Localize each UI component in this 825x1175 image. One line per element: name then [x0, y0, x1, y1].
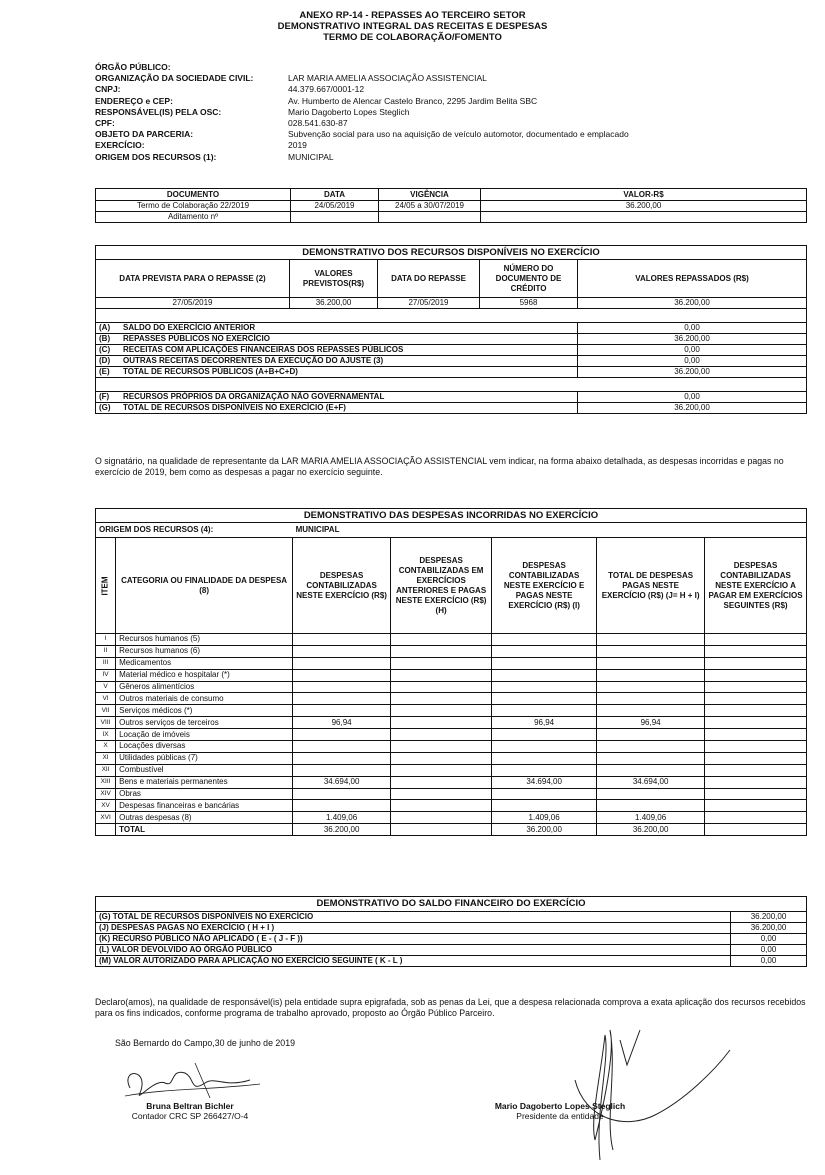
table-row: [96, 634, 807, 646]
saldo-value: 36.200,00: [731, 912, 807, 923]
despesas-header: TOTAL DE DESPESAS PAGAS NESTE EXERCÍCIO (R$) (J= H + I): [597, 538, 705, 634]
despesas-header: DESPESAS CONTABILIZADAS EM EXERCÍCIOS ANTERIORES E PAGAS NESTE EXERCÍCIO (R$) (H): [391, 538, 492, 634]
col-data: DATA: [291, 189, 379, 201]
item-cell: X: [96, 741, 116, 753]
value-cell: [391, 729, 492, 741]
saldo-value: 0,00: [731, 945, 807, 956]
origem-label: ORIGEM DOS RECURSOS (4):: [96, 523, 293, 538]
category-cell: Gêneros alimentícios: [116, 681, 293, 693]
saldo-value: 0,00: [731, 934, 807, 945]
value-cell: [293, 800, 391, 812]
value-cell: [391, 788, 492, 800]
spacer-row: [96, 309, 807, 323]
recursos-line-value: 36.200,00: [578, 367, 807, 378]
table-row: [96, 812, 807, 824]
value-cell: [492, 729, 597, 741]
item-cell: XIV: [96, 788, 116, 800]
category-cell: TOTAL: [116, 824, 293, 836]
value-cell: [597, 752, 705, 764]
doc-cell: Aditamento nº: [96, 212, 291, 223]
info-label: ORGANIZAÇÃO DA SOCIEDADE CIVIL:: [95, 73, 254, 84]
value-cell: [705, 634, 807, 646]
line-code: (E): [99, 367, 110, 376]
value-cell: [705, 669, 807, 681]
recursos-header: DATA PREVISTA PARA O REPASSE (2): [96, 260, 290, 298]
doc-cell: Termo de Colaboração 22/2019: [96, 201, 291, 212]
value-cell: [492, 657, 597, 669]
signer-role: Contador CRC SP 266427/O-4: [131, 1111, 249, 1121]
spacer-row: [96, 378, 807, 392]
saldo-line: [96, 912, 807, 923]
recursos-line-value: 0,00: [578, 323, 807, 334]
col-documento: DOCUMENTO: [96, 189, 291, 201]
table-row: [96, 729, 807, 741]
value-cell: [705, 764, 807, 776]
recursos-table: [95, 245, 807, 414]
saldo-label: (K) RECURSO PÚBLICO NÃO APLICADO ( E - ( J - F )): [96, 934, 731, 945]
value-cell: [705, 693, 807, 705]
info-value: 028.541.630-87: [288, 117, 348, 128]
despesas-header: CATEGORIA OU FINALIDADE DA DESPESA (8): [116, 538, 293, 634]
info-label: ENDEREÇO e CEP:: [95, 95, 173, 106]
col-valor: VALOR-R$: [481, 189, 807, 201]
value-cell: 1.409,06: [293, 812, 391, 824]
signer-name: Mario Dagoberto Lopes Steglich: [494, 1101, 626, 1111]
recursos-cell: 5968: [480, 298, 578, 309]
recursos-line-label: [96, 323, 578, 334]
recursos-line-label: [96, 392, 578, 403]
value-cell: [705, 824, 807, 836]
value-cell: [705, 776, 807, 788]
declaration-text: Declaro(amos), na qualidade de responsável(is) pela entidade supra epigrafada, sob as penas da Lei, que a despesa relacionada comprova a exata aplicação dos recursos recebidos para os fins indicados, conforme programa de trabalho aprovado, proposto ao Órgão Público Parceiro.: [95, 997, 806, 1018]
saldo-line: [96, 956, 807, 967]
doc-cell: [291, 212, 379, 223]
despesas-header-item: ITEM: [96, 538, 116, 634]
value-cell: [293, 729, 391, 741]
value-cell: [492, 634, 597, 646]
value-cell: [293, 681, 391, 693]
value-cell: [391, 645, 492, 657]
line-text: OUTRAS RECEITAS DECORRENTES DA EXECUÇÃO DO AJUSTE (3): [123, 356, 384, 365]
value-cell: [492, 800, 597, 812]
value-cell: [705, 657, 807, 669]
value-cell: [597, 788, 705, 800]
value-cell: [492, 669, 597, 681]
value-cell: [391, 800, 492, 812]
value-cell: [293, 669, 391, 681]
value-cell: [293, 693, 391, 705]
item-cell: XVI: [96, 812, 116, 824]
line-code: (G): [99, 403, 111, 412]
value-cell: 34.694,00: [597, 776, 705, 788]
value-cell: 1.409,06: [597, 812, 705, 824]
category-cell: Bens e materiais permanentes: [116, 776, 293, 788]
info-value: 2019: [288, 140, 307, 151]
info-value: Av. Humberto de Alencar Castelo Branco, 2295 Jardim Belita SBC: [288, 95, 538, 106]
recursos-cell: 27/05/2019: [96, 298, 290, 309]
value-cell: [492, 645, 597, 657]
line-code: (A): [99, 323, 111, 332]
recursos-line-value: 0,00: [578, 392, 807, 403]
signer-role: Presidente da entidade: [516, 1111, 604, 1121]
value-cell: [597, 669, 705, 681]
value-cell: 1.409,06: [492, 812, 597, 824]
value-cell: [391, 705, 492, 717]
value-cell: [391, 764, 492, 776]
value-cell: [705, 717, 807, 729]
saldo-value: 0,00: [731, 956, 807, 967]
info-row: [95, 129, 629, 140]
place-date: São Bernardo do Campo,30 de junho de 2019: [115, 1038, 295, 1048]
category-cell: Locações diversas: [116, 741, 293, 753]
value-cell: [391, 669, 492, 681]
value-cell: 96,94: [492, 717, 597, 729]
info-row: [95, 152, 629, 163]
value-cell: [293, 657, 391, 669]
item-cell: XIII: [96, 776, 116, 788]
despesas-title: DEMONSTRATIVO DAS DESPESAS INCORRIDAS NO EXERCÍCIO: [96, 509, 807, 523]
value-cell: [705, 681, 807, 693]
saldo-value: 36.200,00: [731, 923, 807, 934]
doc-cell: [481, 212, 807, 223]
value-cell: [293, 634, 391, 646]
info-label: CNPJ:: [95, 84, 121, 95]
line-code: (C): [99, 345, 111, 354]
item-cell: V: [96, 681, 116, 693]
document-table: [95, 188, 807, 223]
value-cell: [492, 764, 597, 776]
value-cell: [492, 705, 597, 717]
value-cell: 34.694,00: [492, 776, 597, 788]
value-cell: [492, 741, 597, 753]
info-label: CPF:: [95, 117, 115, 128]
info-row: [95, 73, 629, 84]
info-value: LAR MARIA AMELIA ASSOCIAÇÃO ASSISTENCIAL: [288, 73, 487, 84]
value-cell: 36.200,00: [597, 824, 705, 836]
signature-left: [95, 1101, 285, 1121]
item-cell: IV: [96, 669, 116, 681]
table-row: [96, 764, 807, 776]
value-cell: [391, 741, 492, 753]
info-value: 44.379.667/0001-12: [288, 84, 365, 95]
saldo-label: (G) TOTAL DE RECURSOS DISPONÍVEIS NO EXERCÍCIO: [96, 912, 731, 923]
saldo-label: (M) VALOR AUTORIZADO PARA APLICAÇÃO NO EXERCÍCIO SEGUINTE ( K - L ): [96, 956, 731, 967]
signature-scribble-right: [565, 1020, 740, 1170]
value-cell: [492, 693, 597, 705]
line-code: (B): [99, 334, 111, 343]
line-text: RECURSOS PRÓPRIOS DA ORGANIZAÇÃO NÃO GOVERNAMENTAL: [123, 392, 385, 401]
recursos-header: DATA DO REPASSE: [378, 260, 480, 298]
table-row: [96, 645, 807, 657]
saldo-label: (L) VALOR DEVOLVIDO AO ÓRGÃO PÚBLICO: [96, 945, 731, 956]
recursos-title: DEMONSTRATIVO DOS RECURSOS DISPONÍVEIS NO EXERCÍCIO: [96, 246, 807, 260]
value-cell: 34.694,00: [293, 776, 391, 788]
table-row: [96, 752, 807, 764]
document-title-2: DEMONSTRATIVO INTEGRAL DAS RECEITAS E DESPESAS: [277, 21, 548, 32]
value-cell: [705, 645, 807, 657]
category-cell: Locação de imóveis: [116, 729, 293, 741]
despesas-header: DESPESAS CONTABILIZADAS NESTE EXERCÍCIO A PAGAR EM EXERCÍCIOS SEGUINTES (R$): [705, 538, 807, 634]
table-row: [96, 788, 807, 800]
line-text: TOTAL DE RECURSOS DISPONÍVEIS NO EXERCÍCIO (E+F): [123, 403, 346, 412]
item-cell: [96, 824, 116, 836]
value-cell: [597, 705, 705, 717]
category-cell: Combustível: [116, 764, 293, 776]
recursos-line: [96, 367, 807, 378]
category-cell: Outros serviços de terceiros: [116, 717, 293, 729]
despesas-header: DESPESAS CONTABILIZADAS NESTE EXERCÍCIO (R$): [293, 538, 391, 634]
saldo-line: [96, 934, 807, 945]
saldo-line: [96, 923, 807, 934]
value-cell: [391, 752, 492, 764]
item-cell: XI: [96, 752, 116, 764]
info-label: EXERCÍCIO:: [95, 140, 145, 151]
recursos-line: [96, 403, 807, 414]
info-value: Subvenção social para uso na aquisição de veículo automotor, documentado e emplacado: [288, 129, 629, 140]
info-row: [95, 118, 629, 129]
recursos-header: VALORES REPASSADOS (R$): [578, 260, 807, 298]
category-cell: Serviços médicos (*): [116, 705, 293, 717]
table-row: [96, 681, 807, 693]
recursos-line-value: 0,00: [578, 356, 807, 367]
document-title-1: ANEXO RP-14 - REPASSES AO TERCEIRO SETOR: [299, 10, 526, 21]
recursos-header: VALORES PREVISTOS(R$): [290, 260, 378, 298]
recursos-line-value: 0,00: [578, 345, 807, 356]
recursos-cell: 36.200,00: [290, 298, 378, 309]
category-cell: Outras despesas (8): [116, 812, 293, 824]
info-label: ÓRGÃO PÚBLICO:: [95, 62, 171, 72]
info-row: [95, 84, 629, 95]
recursos-line-label: [96, 345, 578, 356]
value-cell: [391, 812, 492, 824]
doc-cell: 36.200,00: [481, 201, 807, 212]
recursos-line: [96, 323, 807, 334]
item-cell: I: [96, 634, 116, 646]
saldo-table: [95, 896, 807, 967]
category-cell: Utilidades públicas (7): [116, 752, 293, 764]
signer-name: Bruna Beltran Bichler: [146, 1101, 234, 1111]
line-text: RECEITAS COM APLICAÇÕES FINANCEIRAS DOS REPASSES PÚBLICOS: [123, 345, 404, 354]
value-cell: 36.200,00: [492, 824, 597, 836]
info-label: ORIGEM DOS RECURSOS (1):: [95, 151, 217, 162]
item-cell: XV: [96, 800, 116, 812]
value-cell: 96,94: [597, 717, 705, 729]
value-cell: [597, 741, 705, 753]
value-cell: [597, 729, 705, 741]
line-code: (D): [99, 356, 111, 365]
recursos-line: [96, 345, 807, 356]
value-cell: [293, 705, 391, 717]
signatory-paragraph: O signatário, na qualidade de representante da LAR MARIA AMELIA ASSOCIAÇÃO ASSISTENCIAL vem indicar, na forma abaixo detalhada, as despesas incorridas e pagas no exercício de 2019, bem como as despesas a pagar no exercício seguinte.: [95, 456, 784, 477]
item-cell: II: [96, 645, 116, 657]
category-cell: Recursos humanos (6): [116, 645, 293, 657]
value-cell: [597, 645, 705, 657]
value-cell: [391, 634, 492, 646]
document-title-3: TERMO DE COLABORAÇÃO/FOMENTO: [323, 32, 502, 43]
value-cell: [293, 764, 391, 776]
value-cell: [492, 681, 597, 693]
item-cell: VI: [96, 693, 116, 705]
saldo-title: DEMONSTRATIVO DO SALDO FINANCEIRO DO EXERCÍCIO: [96, 897, 807, 912]
info-label: RESPONSÁVEL(IS) PELA OSC:: [95, 106, 222, 117]
category-cell: Recursos humanos (5): [116, 634, 293, 646]
table-row: [96, 657, 807, 669]
value-cell: [705, 800, 807, 812]
category-cell: Despesas financeiras e bancárias: [116, 800, 293, 812]
table-row: [96, 776, 807, 788]
value-cell: 36.200,00: [293, 824, 391, 836]
item-cell: IX: [96, 729, 116, 741]
recursos-header: NÚMERO DO DOCUMENTO DE CRÉDITO: [480, 260, 578, 298]
info-value: MUNICIPAL: [288, 151, 334, 162]
doc-cell: 24/05/2019: [291, 201, 379, 212]
value-cell: [391, 717, 492, 729]
saldo-label: (J) DESPESAS PAGAS NO EXERCÍCIO ( H + I ): [96, 923, 731, 934]
item-cell: III: [96, 657, 116, 669]
recursos-line: [96, 356, 807, 367]
info-row: [95, 96, 629, 107]
doc-cell: [379, 212, 481, 223]
category-cell: Material médico e hospitalar (*): [116, 669, 293, 681]
value-cell: [597, 800, 705, 812]
info-row: [95, 140, 629, 151]
line-text: TOTAL DE RECURSOS PÚBLICOS (A+B+C+D): [123, 367, 298, 376]
recursos-line-label: [96, 334, 578, 345]
doc-cell: 24/05 a 30/07/2019: [379, 201, 481, 212]
saldo-line: [96, 945, 807, 956]
category-cell: Obras: [116, 788, 293, 800]
line-text: REPASSES PÚBLICOS NO EXERCÍCIO: [123, 334, 270, 343]
recursos-cell: 36.200,00: [578, 298, 807, 309]
value-cell: [705, 812, 807, 824]
recursos-line-label: [96, 367, 578, 378]
value-cell: [391, 657, 492, 669]
value-cell: [597, 681, 705, 693]
recursos-line-value: 36.200,00: [578, 334, 807, 345]
line-code: (F): [99, 392, 110, 401]
value-cell: [293, 645, 391, 657]
value-cell: [705, 729, 807, 741]
info-row: [95, 62, 629, 73]
item-cell: XII: [96, 764, 116, 776]
table-row: [96, 800, 807, 812]
value-cell: [705, 788, 807, 800]
origem-value: MUNICIPAL: [293, 523, 807, 538]
table-row: [96, 705, 807, 717]
table-row: [96, 669, 807, 681]
value-cell: [492, 788, 597, 800]
value-cell: [391, 824, 492, 836]
info-label: OBJETO DA PARCERIA:: [95, 129, 194, 140]
recursos-line-label: [96, 356, 578, 367]
recursos-line-label: [96, 403, 578, 414]
recursos-line: [96, 392, 807, 403]
value-cell: [705, 752, 807, 764]
table-row: [96, 717, 807, 729]
recursos-cell: 27/05/2019: [378, 298, 480, 309]
value-cell: [391, 681, 492, 693]
category-cell: Outros materiais de consumo: [116, 693, 293, 705]
recursos-line: [96, 334, 807, 345]
despesas-table: [95, 508, 807, 836]
info-row: [95, 107, 629, 118]
value-cell: [597, 764, 705, 776]
value-cell: [705, 741, 807, 753]
value-cell: [391, 776, 492, 788]
value-cell: [597, 634, 705, 646]
table-row: [96, 824, 807, 836]
table-row: [96, 741, 807, 753]
despesas-header: DESPESAS CONTABILIZADAS NESTE EXERCÍCIO E PAGAS NESTE EXERCÍCIO (R$) (I): [492, 538, 597, 634]
item-cell: VII: [96, 705, 116, 717]
table-row: [96, 693, 807, 705]
info-block: [95, 62, 629, 163]
value-cell: 96,94: [293, 717, 391, 729]
value-cell: [293, 741, 391, 753]
category-cell: Medicamentos: [116, 657, 293, 669]
line-text: SALDO DO EXERCÍCIO ANTERIOR: [123, 323, 256, 332]
value-cell: [705, 705, 807, 717]
value-cell: [293, 752, 391, 764]
value-cell: [597, 657, 705, 669]
col-vigencia: VIGÊNCIA: [379, 189, 481, 201]
item-cell: VIII: [96, 717, 116, 729]
value-cell: [293, 788, 391, 800]
value-cell: [492, 752, 597, 764]
info-value: Mario Dagoberto Lopes Steglich: [288, 106, 410, 117]
recursos-line-value: 36.200,00: [578, 403, 807, 414]
value-cell: [391, 693, 492, 705]
value-cell: [597, 693, 705, 705]
signature-right: [460, 1101, 660, 1121]
